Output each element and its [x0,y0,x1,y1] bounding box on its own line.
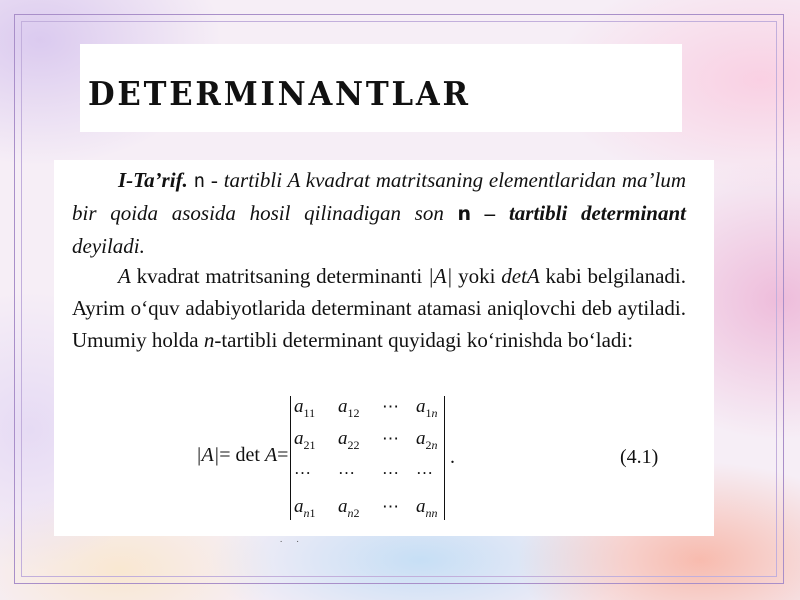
formula-eq-det: = det [219,444,260,466]
matrix-cell-r2-c3: ⋯ [382,429,399,448]
matrix-cell-r2-c1: $a_{21}$ [294,428,316,452]
definition-n-symbol: n [193,170,206,192]
definition-text-2: kvadrat matritsaning elementlaridan ma’lum bir qoida asosida hosil qilinadigan son [72,168,687,225]
matrix-cell-r3-c4: … [416,459,433,478]
definition-label: I-Ta’rif. [118,168,188,192]
formula-lhs [196,444,288,467]
definition-text-3: deyiladi. [72,234,145,258]
notation-text-1: kvadrat matritsaning determinanti [130,264,428,288]
definition-text-1: - tartibli [205,168,288,192]
notation-text-3: kabi belgilanadi. Ayrim o‘quv adabiyotlarida determinant atamasi aniqlovchi deb aytiladi. Umumiy holda [72,264,686,352]
definition-bold-term: – tartibli determinant [471,201,686,225]
matrix-cell-r3-c2: … [338,459,355,478]
formula-eq: = [277,444,289,466]
matrix-cell-r4-c1: $a_{n1}$ [294,496,316,520]
formula-a: A [264,444,278,466]
determinant-right-bar [444,396,445,520]
slide-title: DETERMINANTLAR [88,74,471,113]
matrix-cell-r1-c4: $a_{1n}$ [416,396,438,420]
stray-marks: . . [280,534,305,544]
matrix-cell-r4-c4: $a_{nn}$ [416,496,438,520]
title-panel [80,44,682,132]
definition-bold-n: n [457,203,472,225]
matrix-cell-r1-c1: $a_{11}$ [294,396,316,420]
notation-paragraph [72,260,686,356]
determinant-formula [196,394,676,524]
matrix-cell-r2-c2: $a_{22}$ [338,428,360,452]
determinant-left-bar [290,396,291,520]
formula-period: . [450,446,455,468]
notation-a-symbol: A [118,264,131,288]
equation-number: (4.1) [620,446,659,468]
matrix-cell-r1-c2: $a_{12}$ [338,396,360,420]
definition-a-symbol: A [287,168,300,192]
matrix-cell-r3-c3: … [382,459,399,478]
matrix-cell-r1-c3: ⋯ [382,397,399,416]
notation-n-italic: n [203,328,215,352]
matrix-cell-r4-c3: ⋯ [382,497,399,516]
matrix-cell-r4-c2: $a_{n2}$ [338,496,360,520]
notation-text-4: -tartibli determinant quyidagi ko‘rinishda bo‘ladi: [214,328,634,352]
formula-abs-a: |A| [196,444,220,466]
definition-paragraph [72,164,686,262]
matrix-cell-r3-c1: … [294,459,311,478]
matrix-cell-r2-c4: $a_{2n}$ [416,428,438,452]
notation-det-a: detA [501,264,540,288]
notation-abs-a: |A| [428,264,453,288]
notation-text-2: yoki [452,264,502,288]
